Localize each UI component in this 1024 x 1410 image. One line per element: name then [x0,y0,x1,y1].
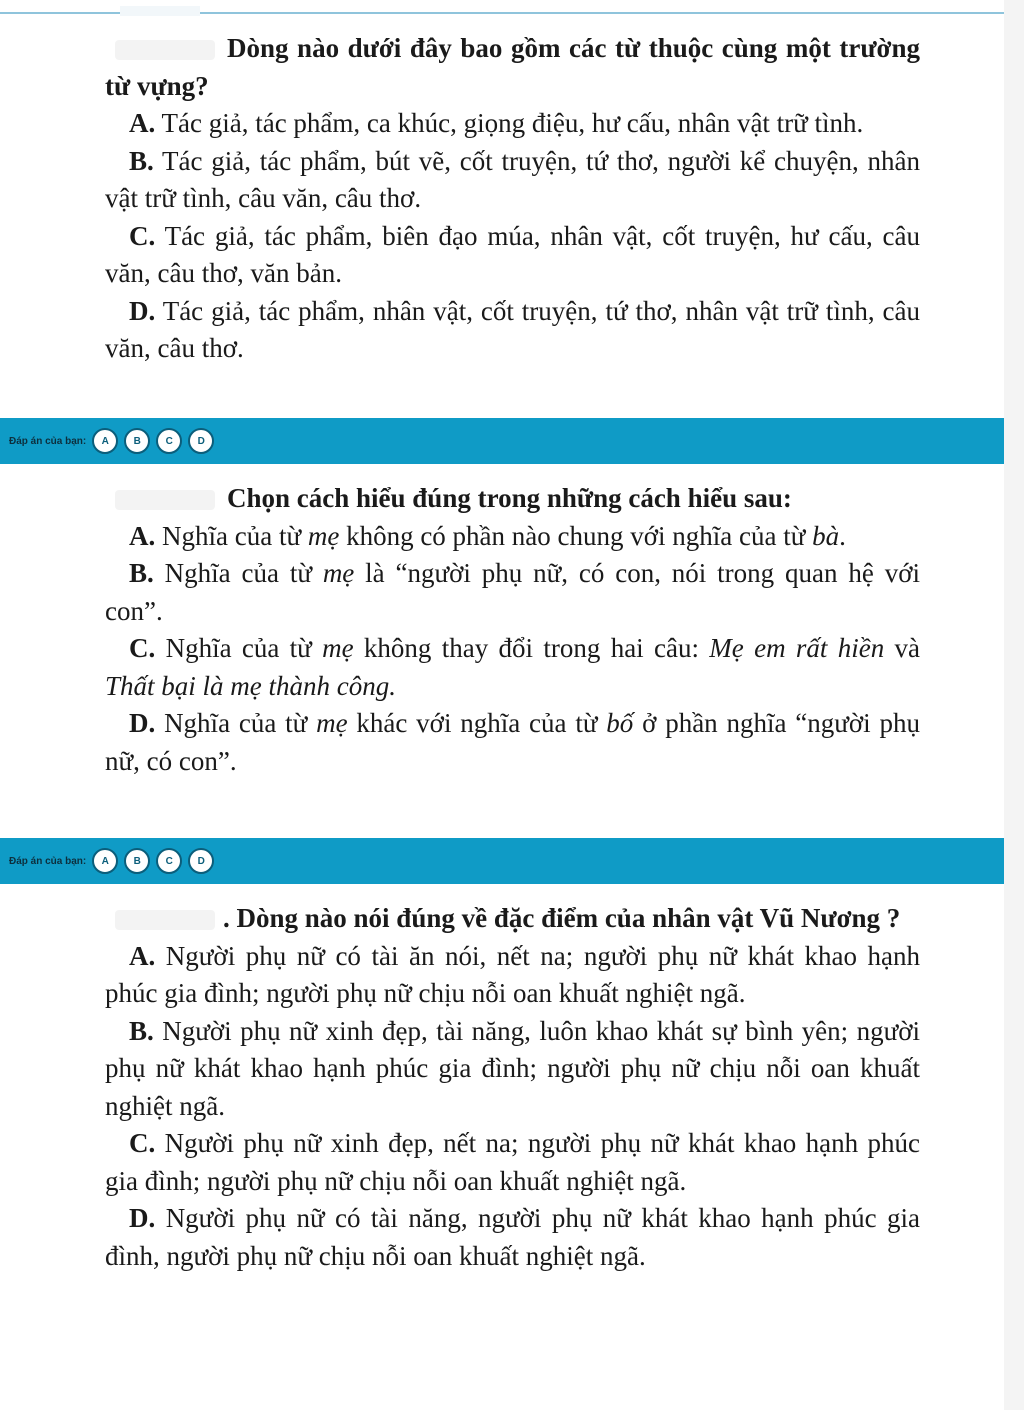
option-text: Tác giả, tác phẩm, biên đạo múa, nhân vật, cốt truyện, hư cấu, câu văn, câu thơ, văn bản. [105,220,920,288]
option-text: Nghĩa của từ [162,520,308,551]
option-letter: C. [129,1128,156,1158]
option-text: ở phần nghĩa “người phụ nữ, có con”. [105,708,920,776]
option-b [105,555,920,630]
option-text: là “người phụ nữ, có con, nói trong quan hệ với con”. [105,558,920,626]
option-a [105,105,920,143]
answer-bar-1 [0,418,1004,464]
choice-d-button[interactable]: D [188,428,214,454]
option-b [105,1013,920,1126]
option-emphasis: Thất bại là mẹ thành công. [105,670,396,701]
choice-c-button[interactable]: C [156,848,182,874]
right-edge [1004,0,1024,1410]
option-text: Nghĩa của từ [164,558,323,588]
option-text: . [839,520,846,551]
option-letter: B. [129,145,154,176]
option-text: không có phần nào chung với nghĩa của từ [339,520,813,551]
option-text: Người phụ nữ xinh đẹp, tài năng, luôn khao khát sự bình yên; người phụ nữ khát khao hạnh phúc gia đình; người phụ nữ chịu nỗi oan khuất nghiệt ngã. [105,1015,921,1121]
option-text: Người phụ nữ xinh đẹp, nết na; người phụ nữ khát khao hạnh phúc gia đình; người phụ nữ chịu nỗi oan khuất nghiệt ngã. [105,1128,920,1196]
question-number-smudge [115,490,215,510]
option-text: Nghĩa của từ [165,633,323,663]
option-text: Người phụ nữ có tài năng, người phụ nữ khát khao hạnh phúc gia đình, người phụ nữ chịu nỗi oan khuất nghiệt ngã. [105,1203,920,1271]
option-text: khác với nghĩa của từ [347,708,607,738]
option-letter: C. [129,220,156,251]
option-letter: A. [129,520,156,551]
option-d [105,1200,920,1275]
option-emphasis: mẹ [307,520,340,551]
question-title: Chọn cách hiểu đúng trong những cách hiểu sau: [227,483,792,513]
option-text: Tác giả, tác phẩm, ca khúc, giọng điệu, hư cấu, nhân vật trữ tình. [161,108,864,138]
option-emphasis: mẹ [322,558,355,588]
option-letter: B. [129,1015,154,1046]
choice-c-button[interactable]: C [156,428,182,454]
option-c [105,1125,920,1200]
option-letter: A. [129,940,156,971]
choice-b-button[interactable]: B [124,428,150,454]
question-1 [105,30,920,368]
option-emphasis: bố [606,708,634,738]
question-number-smudge [115,40,215,60]
option-emphasis: mẹ [322,633,354,663]
option-emphasis: mẹ [316,708,348,738]
option-letter: A. [129,108,156,138]
option-letter: B. [129,558,154,588]
option-d [105,705,920,780]
question-2 [105,480,920,780]
option-text: không thay đổi trong hai câu: [353,633,710,663]
option-letter: C. [129,633,156,663]
option-text: Tác giả, tác phẩm, nhân vật, cốt truyện, tứ thơ, nhân vật trữ tình, câu văn, câu thơ. [105,295,921,363]
option-emphasis: Mẹ em rất hiền [709,633,885,663]
choice-d-button[interactable]: D [188,848,214,874]
question-3 [105,900,920,1275]
option-text: Nghĩa của từ [164,708,317,738]
answer-label: Đáp án của bạn: [9,435,87,447]
option-letter: D. [129,1203,156,1233]
answer-bar-2 [0,838,1004,884]
answer-label: Đáp án của bạn: [9,855,87,867]
question-title: . Dòng nào nói đúng về đặc điểm của nhân vật Vũ Nương ? [223,903,901,933]
option-letter: D. [129,295,156,326]
option-letter: D. [129,708,156,738]
top-smudge [120,6,200,16]
option-b [105,143,920,218]
option-text: Người phụ nữ có tài ăn nói, nết na; người phụ nữ khát khao hạnh phúc gia đình; người phụ nữ chịu nỗi oan khuất nghiệt ngã. [105,940,921,1008]
option-c [105,218,920,293]
option-emphasis: bà [812,520,840,551]
question-number-smudge [115,910,215,930]
option-text: và [884,633,921,663]
option-text: Tác giả, tác phẩm, bút vẽ, cốt truyện, tứ thơ, người kể chuyện, nhân vật trữ tình, câu văn, câu thơ. [105,145,920,213]
choice-a-button[interactable]: A [92,848,118,874]
option-a [105,938,920,1013]
choice-b-button[interactable]: B [124,848,150,874]
option-a [105,518,920,556]
question-title: Dòng nào dưới đây bao gồm các từ thuộc cùng một trường từ vựng? [105,33,920,101]
option-c [105,630,920,705]
option-d [105,293,920,368]
choice-a-button[interactable]: A [92,428,118,454]
